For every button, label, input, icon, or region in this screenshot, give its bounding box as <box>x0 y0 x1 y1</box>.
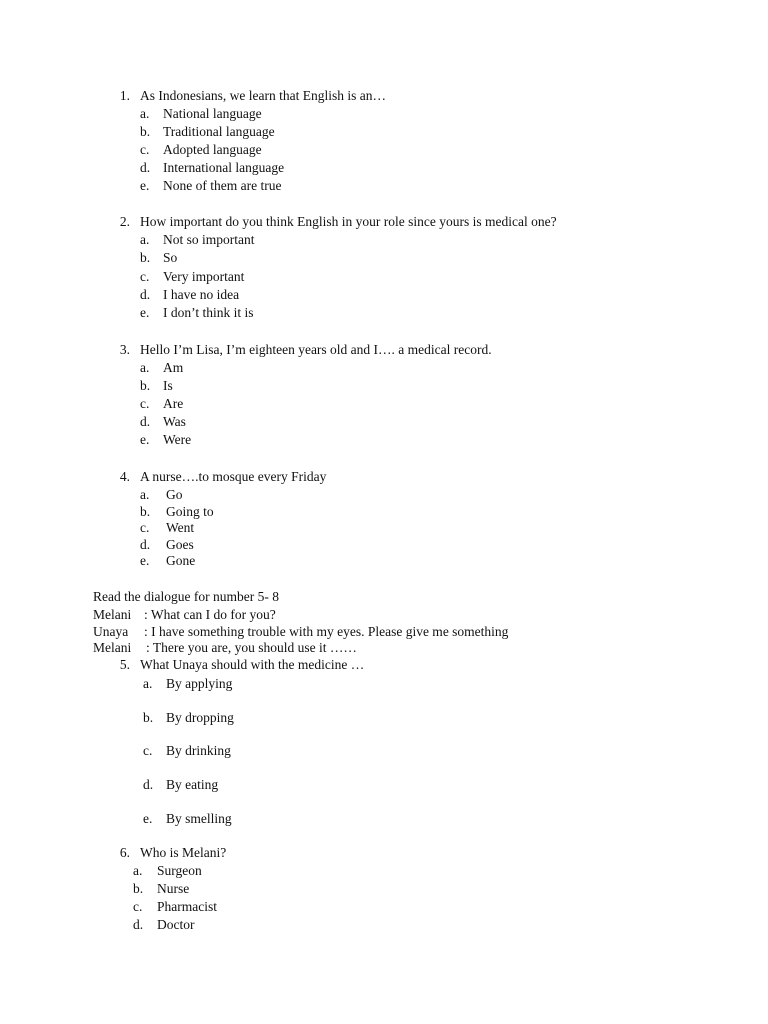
option-text: By eating <box>166 777 219 792</box>
question-text: A nurse….to mosque every Friday <box>140 469 327 484</box>
option-text: Went <box>166 520 195 535</box>
option-letter: e. <box>143 811 153 826</box>
option-text: Is <box>163 378 173 393</box>
option-text: Nurse <box>157 881 190 896</box>
option-text: Not so important <box>163 232 255 247</box>
option-letter: d. <box>140 537 151 552</box>
option-text: Pharmacist <box>157 899 217 914</box>
option-text: Go <box>166 487 183 502</box>
option-letter: a. <box>140 487 150 502</box>
dialogue-speaker: Unaya <box>93 624 129 639</box>
option-letter: b. <box>140 378 151 393</box>
option-letter: d. <box>143 777 154 792</box>
option-letter: a. <box>133 863 143 878</box>
option-letter: d. <box>140 287 151 302</box>
option-text: I don’t think it is <box>163 305 254 320</box>
option-text: Were <box>163 432 192 447</box>
question-number: 3. <box>119 342 130 357</box>
question-number: 4. <box>119 469 130 484</box>
option-letter: c. <box>140 396 150 411</box>
question-text: As Indonesians, we learn that English is an… <box>140 88 386 103</box>
question-number: 1. <box>119 88 130 103</box>
question-text: Hello I’m Lisa, I’m eighteen years old and I…. a medical record. <box>140 342 492 357</box>
option-text: By smelling <box>166 811 232 826</box>
option-text: Goes <box>166 537 194 552</box>
option-letter: c. <box>143 743 153 758</box>
dialogue-intro: Read the dialogue for number 5- 8 <box>93 589 279 604</box>
dialogue-line: : I have something trouble with my eyes. Please give me something <box>144 624 509 639</box>
option-letter: e. <box>140 432 150 447</box>
option-letter: a. <box>143 676 153 691</box>
question-text: How important do you think English in your role since yours is medical one? <box>140 214 557 229</box>
option-text: Gone <box>166 553 196 568</box>
option-letter: b. <box>140 504 151 519</box>
option-text: National language <box>163 106 262 121</box>
option-letter: d. <box>140 160 151 175</box>
option-letter: a. <box>140 360 150 375</box>
option-text: So <box>163 250 178 265</box>
question-text: What Unaya should with the medicine … <box>140 657 365 672</box>
option-letter: c. <box>133 899 143 914</box>
option-letter: a. <box>140 232 150 247</box>
option-letter: c. <box>140 142 150 157</box>
option-letter: e. <box>140 305 150 320</box>
question-number: 6. <box>119 845 130 860</box>
option-letter: b. <box>140 250 151 265</box>
dialogue-speaker: Melani <box>93 640 132 655</box>
option-letter: d. <box>133 917 144 932</box>
option-text: Very important <box>163 269 245 284</box>
option-letter: b. <box>133 881 144 896</box>
option-text: Are <box>163 396 184 411</box>
option-text: Was <box>163 414 186 429</box>
question-text: Who is Melani? <box>140 845 227 860</box>
option-letter: b. <box>140 124 151 139</box>
option-text: Going to <box>166 504 214 519</box>
option-text: I have no idea <box>163 287 240 302</box>
option-text: By drinking <box>166 743 231 758</box>
option-text: Surgeon <box>157 863 202 878</box>
option-letter: c. <box>140 520 150 535</box>
question-number: 5. <box>119 657 130 672</box>
option-text: Traditional language <box>163 124 275 139</box>
option-text: By applying <box>166 676 233 691</box>
dialogue-speaker: Melani <box>93 607 132 622</box>
option-text: Adopted language <box>163 142 262 157</box>
option-text: Doctor <box>157 917 195 932</box>
option-text: International language <box>163 160 285 175</box>
option-letter: c. <box>140 269 150 284</box>
question-number: 2. <box>119 214 130 229</box>
dialogue-line: : What can I do for you? <box>144 607 276 622</box>
option-letter: b. <box>143 710 154 725</box>
option-text: Am <box>163 360 184 375</box>
dialogue-line: : There you are, you should use it …… <box>146 640 357 655</box>
option-text: None of them are true <box>163 178 282 193</box>
option-letter: d. <box>140 414 151 429</box>
option-letter: e. <box>140 553 150 568</box>
option-letter: e. <box>140 178 150 193</box>
option-letter: a. <box>140 106 150 121</box>
option-text: By dropping <box>166 710 234 725</box>
